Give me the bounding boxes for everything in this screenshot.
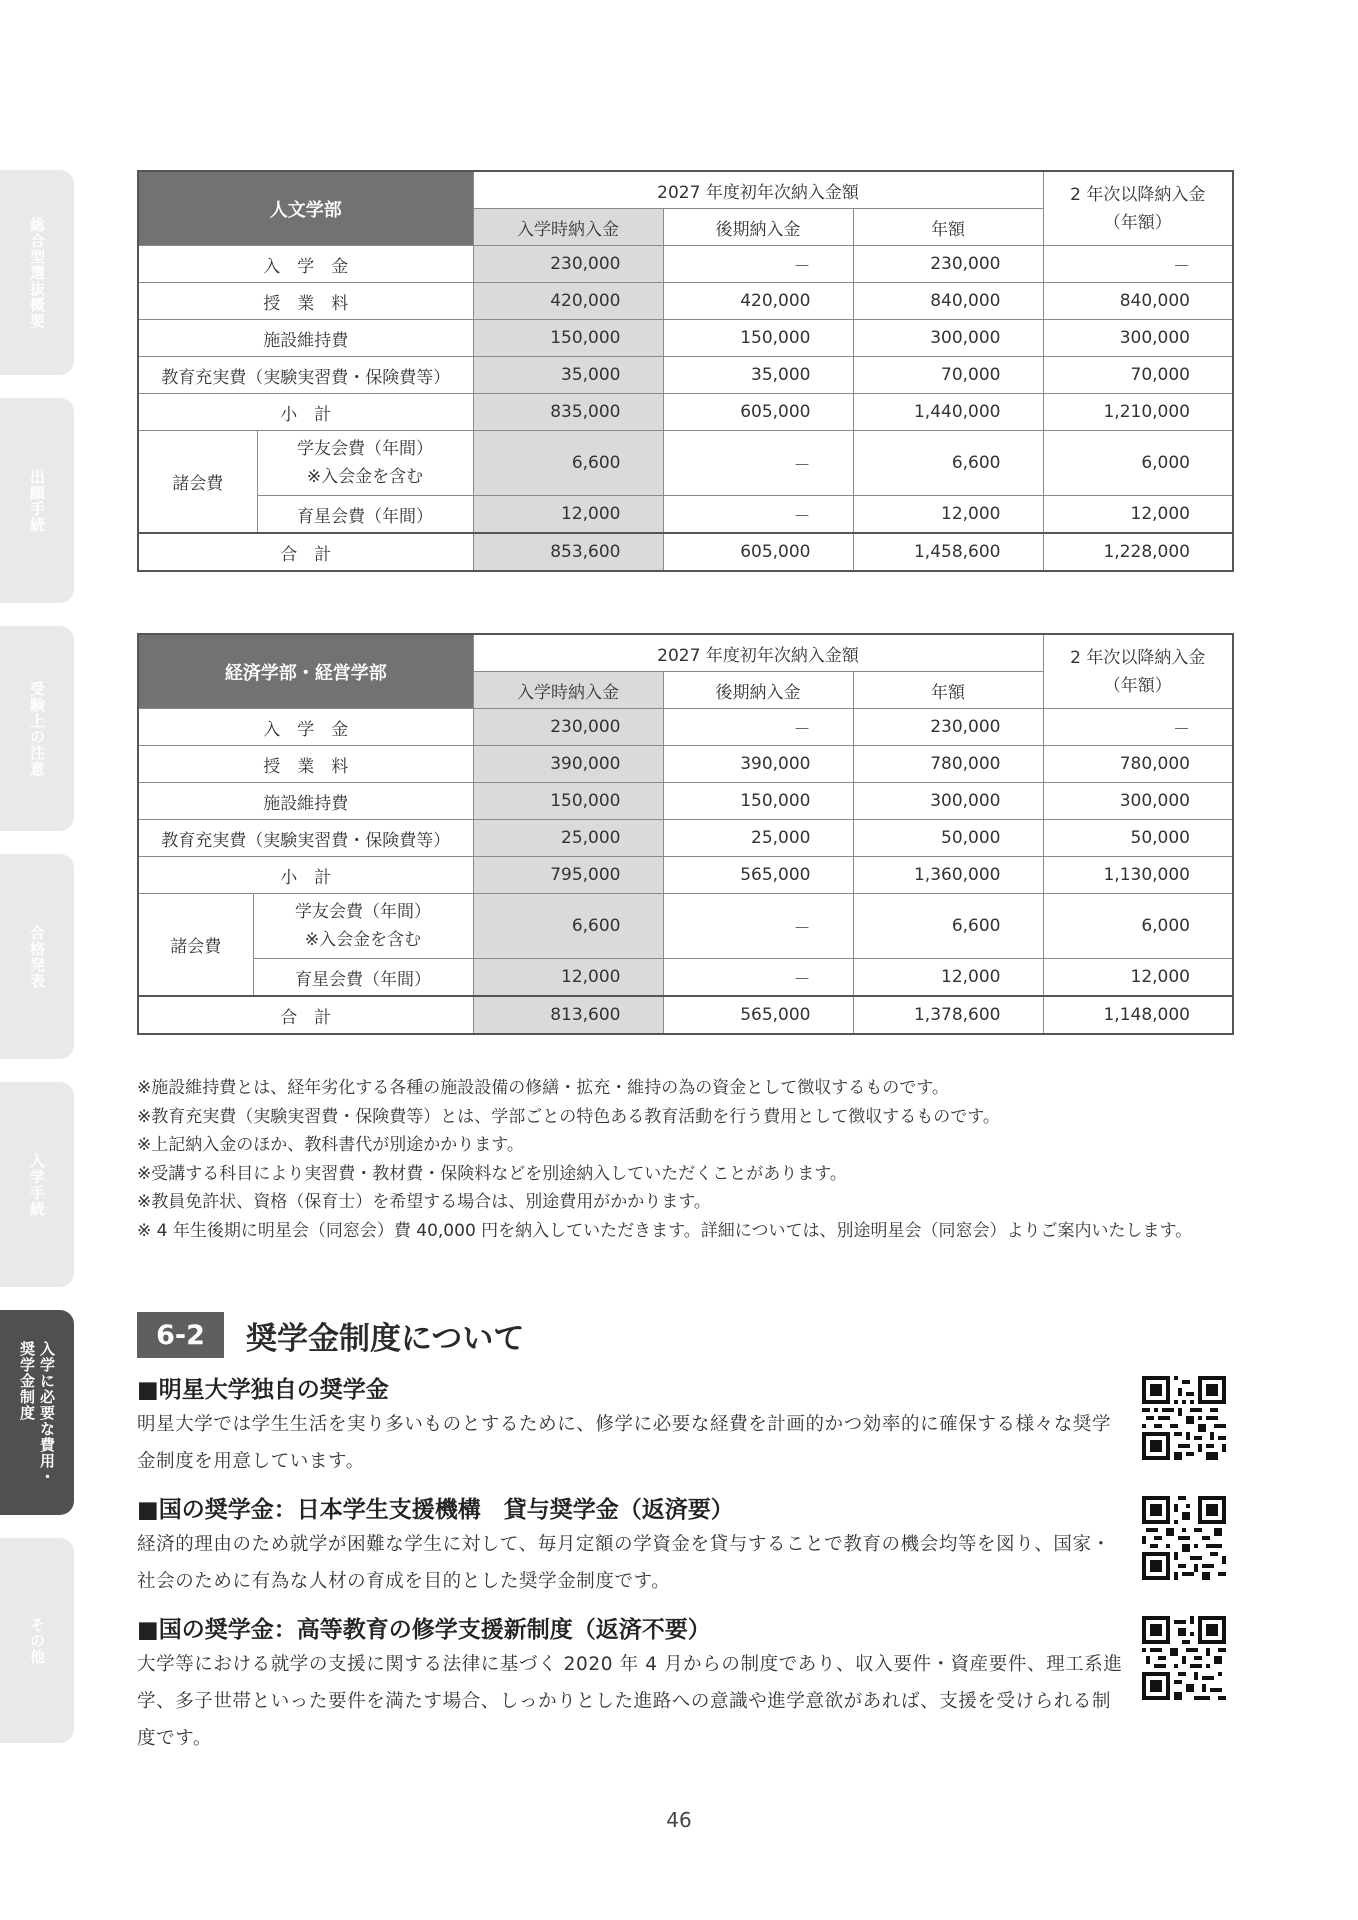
side-tab-results[interactable]: 合格発表 bbox=[0, 854, 74, 1059]
note-item: ※ 4 年生後期に明星会（同窓会）費 40,000 円を納入していただきます。詳細については、別途明星会（同窓会）よりご案内いたします。 bbox=[137, 1220, 1193, 1241]
subsection-body: 大学等における就学の支援に関する法律に基づく 2020 年 4 月からの制度であり、収入要件・資産要件、理工系進学、多子世帯といった要件を満たす場合、しっかりとした進路への意識や進学意欲があれば、支援を受けられる制度です。 bbox=[137, 1654, 1123, 1749]
side-tab-other[interactable]: その他 bbox=[0, 1538, 74, 1743]
header-admission: 入学時納入金 bbox=[473, 672, 663, 709]
table-row-total: 合 計 813,600 565,000 1,378,600 1,148,000 bbox=[138, 996, 1233, 1034]
subsection-heading: ■国の奨学金：日本学生支援機構 貸与奨学金（返済要） bbox=[137, 1497, 734, 1523]
table-row: 入 学 金 230,000 － 230,000 － bbox=[138, 246, 1233, 283]
table-row: 入 学 金 230,000 － 230,000 － bbox=[138, 709, 1233, 746]
qr-code-icon[interactable] bbox=[1142, 1376, 1226, 1460]
table-row: 授 業 料 420,000 420,000 840,000 840,000 bbox=[138, 283, 1233, 320]
table-row-total: 合 計 853,600 605,000 1,458,600 1,228,000 bbox=[138, 533, 1233, 571]
side-tab-application[interactable]: 出願手続 bbox=[0, 398, 74, 603]
side-tab-costs-scholarship[interactable]: 入学に必要な費用・ 奨学金制度 bbox=[0, 1310, 74, 1515]
header-later-years: 2 年次以降納入金 （年額） bbox=[1043, 171, 1233, 246]
row-label: 小 計 bbox=[138, 857, 473, 894]
row-label: 小 計 bbox=[138, 394, 473, 431]
table-row: 育星会費（年間） 12,000 － 12,000 12,000 bbox=[138, 496, 1233, 534]
subsection-heading: ■国の奨学金：高等教育の修学支援新制度（返済不要） bbox=[137, 1617, 711, 1643]
subsection-body: 明星大学では学生生活を実り多いものとするために、修学に必要な経費を計画的かつ効率的に確保する様々な奨学金制度を用意しています。 bbox=[137, 1414, 1112, 1472]
table-row: 育星会費（年間） 12,000 － 12,000 12,000 bbox=[138, 959, 1233, 997]
department-name: 人文学部 bbox=[138, 171, 473, 246]
header-later-years: 2 年次以降納入金 （年額） bbox=[1043, 634, 1233, 709]
table-row: 小 計 795,000 565,000 1,360,000 1,130,000 bbox=[138, 857, 1233, 894]
page-number: 46 bbox=[666, 1808, 692, 1832]
header-year1-group: 2027 年度初年次納入金額 bbox=[473, 634, 1043, 672]
row-label: 教育充実費（実験実習費・保険費等） bbox=[138, 820, 473, 857]
row-label: 学友会費（年間） ※入会金を含む bbox=[257, 431, 473, 496]
section-title: 奨学金制度について bbox=[246, 1320, 525, 1357]
row-label: 授 業 料 bbox=[138, 283, 473, 320]
table-row: 小 計 835,000 605,000 1,440,000 1,210,000 bbox=[138, 394, 1233, 431]
side-index-tabs bbox=[0, 0, 76, 1920]
row-label: 学友会費（年間） ※入会金を含む bbox=[253, 894, 473, 959]
note-item: ※受講する科目により実習費・教材費・保険料などを別途納入していただくことがあります。 bbox=[137, 1163, 847, 1184]
table-row: 諸会費 学友会費（年間） ※入会金を含む 6,600 － 6,600 6,000 bbox=[138, 431, 1233, 496]
table-row: 施設維持費 150,000 150,000 300,000 300,000 bbox=[138, 783, 1233, 820]
side-tab-exam-notes[interactable]: 受験上の注意 bbox=[0, 626, 74, 831]
row-label: 合 計 bbox=[138, 996, 473, 1034]
subsection-body: 経済的理由のため就学が困難な学生に対して、毎月定額の学資金を貸与することで教育の機会均等を図り、国家・社会のために有為な人材の育成を目的とした奨学金制度です。 bbox=[137, 1534, 1111, 1592]
fee-table-economics-management bbox=[137, 633, 1234, 1035]
section-header bbox=[137, 1312, 524, 1358]
header-annual: 年額 bbox=[853, 209, 1043, 246]
note-item: ※教育充実費（実験実習費・保険費等）とは、学部ごとの特色ある教育活動を行う費用として徴収するものです。 bbox=[137, 1106, 1000, 1127]
note-item: ※施設維持費とは、経年劣化する各種の施設設備の修繕・拡充・維持の為の資金として徴収するものです。 bbox=[137, 1078, 949, 1098]
row-label: 育星会費（年間） bbox=[257, 496, 473, 534]
header-year1-group: 2027 年度初年次納入金額 bbox=[473, 171, 1043, 209]
row-label: 入 学 金 bbox=[138, 246, 473, 283]
header-late: 後期納入金 bbox=[663, 672, 853, 709]
row-label: 教育充実費（実験実習費・保険費等） bbox=[138, 357, 473, 394]
table-row: 授 業 料 390,000 390,000 780,000 780,000 bbox=[138, 746, 1233, 783]
row-label: 施設維持費 bbox=[138, 783, 473, 820]
note-item: ※教員免許状、資格（保育士）を希望する場合は、別途費用がかかります。 bbox=[137, 1192, 711, 1212]
side-tab-enrollment[interactable]: 入学手続 bbox=[0, 1082, 74, 1287]
row-label-misc: 諸会費 bbox=[138, 431, 257, 534]
qr-code-icon[interactable] bbox=[1142, 1616, 1226, 1700]
table-row: 教育充実費（実験実習費・保険費等） 25,000 25,000 50,000 50,000 bbox=[138, 820, 1233, 857]
table-row: 諸会費 学友会費（年間） ※入会金を含む 6,600 － 6,600 6,000 bbox=[138, 894, 1233, 959]
subsection-heading: ■明星大学独自の奨学金 bbox=[137, 1377, 389, 1403]
side-tab-overview[interactable]: 総合型選抜概要 bbox=[0, 170, 74, 375]
department-name: 経済学部・経営学部 bbox=[138, 634, 473, 709]
row-label-misc: 諸会費 bbox=[138, 894, 253, 997]
row-label: 育星会費（年間） bbox=[253, 959, 473, 997]
header-annual: 年額 bbox=[853, 672, 1043, 709]
fee-notes bbox=[137, 1074, 1237, 1245]
qr-code-icon[interactable] bbox=[1142, 1496, 1226, 1580]
row-label: 合 計 bbox=[138, 533, 473, 571]
table-row: 施設維持費 150,000 150,000 300,000 300,000 bbox=[138, 320, 1233, 357]
header-late: 後期納入金 bbox=[663, 209, 853, 246]
row-label: 施設維持費 bbox=[138, 320, 473, 357]
table-row: 教育充実費（実験実習費・保険費等） 35,000 35,000 70,000 70,000 bbox=[138, 357, 1233, 394]
section-number: 6-2 bbox=[137, 1312, 224, 1358]
note-item: ※上記納入金のほか、教科書代が別途かかります。 bbox=[137, 1135, 524, 1155]
fee-table-humanities bbox=[137, 170, 1234, 572]
header-admission: 入学時納入金 bbox=[473, 209, 663, 246]
row-label: 授 業 料 bbox=[138, 746, 473, 783]
row-label: 入 学 金 bbox=[138, 709, 473, 746]
